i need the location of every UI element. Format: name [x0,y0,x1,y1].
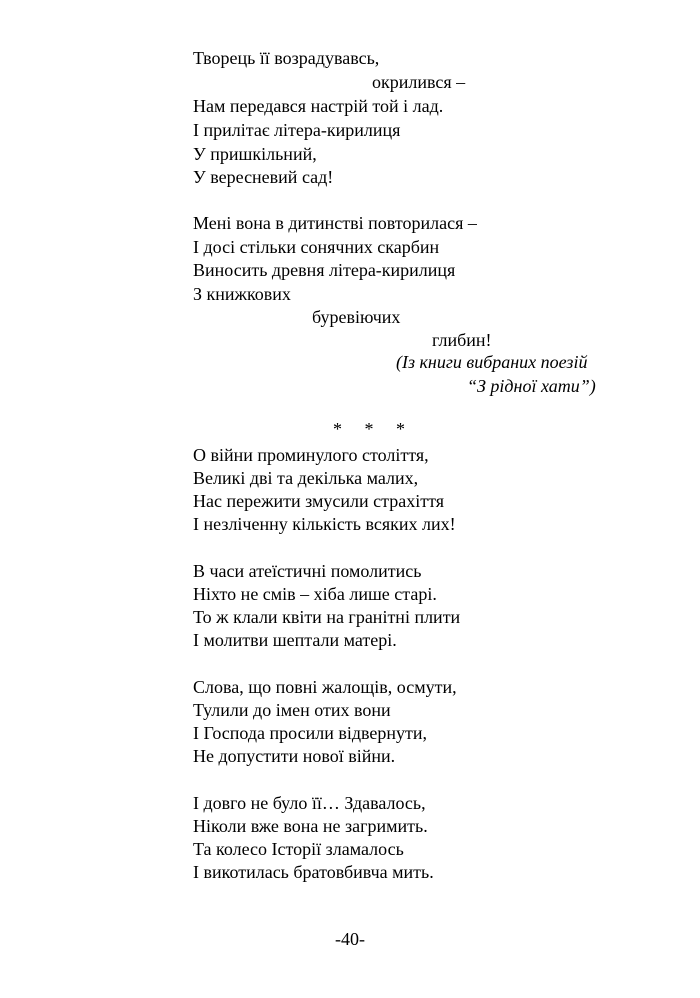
poem-line: Виносить древня літера-кирилиця [193,260,456,280]
section-separator: * * * [333,419,405,439]
poem-line: Мені вона в дитинстві повторилася – [193,213,477,233]
poem-line: Не допустити нової війни. [193,746,396,766]
poem-line: окрилився – [372,72,466,92]
poem-line: І досі стільки сонячних скарбин [193,237,440,257]
poem-line: В часи атеїстичні помолитись [193,561,422,581]
poem-line: Ніхто не смів – хіба лише старі. [193,584,437,604]
poem-line: Творець її возрадувавсь, [193,48,380,68]
poem-line: Нам передався настрій той і лад. [193,96,444,116]
poem-line: І викотилась братовбивча мить. [193,862,434,882]
poem-line: буревіючих [312,307,401,327]
poem-line: І незліченну кількість всяких лих! [193,514,456,534]
poem-line: Нас пережити змусили страхіття [193,491,444,511]
poem-line: глибин! [432,330,492,350]
poem-line: У пришкільний, [193,144,317,164]
source-attribution: (Із книги вибраних поезій [396,352,588,372]
poem-line: І прилітає літера-кирилиця [193,120,401,140]
poem-line: Ніколи вже вона не загримить. [193,816,428,836]
poem-line: І молитви шептали матері. [193,630,397,650]
poem-line: І довго не було її… Здавалось, [193,793,426,813]
poem-line: То ж клали квіти на гранітні плити [193,607,461,627]
poem-line: Великі дві та декілька малих, [193,468,419,488]
source-attribution: “З рідної хати”) [467,376,596,396]
poem-line: З книжкових [193,284,291,304]
poem-line: У вересневий сад! [193,167,334,187]
poem-line: Слова, що повні жалощів, осмути, [193,677,457,697]
poem-line: О війни проминулого століття, [193,445,429,465]
page-number: -40- [335,929,365,949]
poem-line: Та колесо Історії зламалось [193,839,404,859]
poem-line: Тулили до імен отих вони [193,700,391,720]
poem-line: І Господа просили відвернути, [193,723,428,743]
